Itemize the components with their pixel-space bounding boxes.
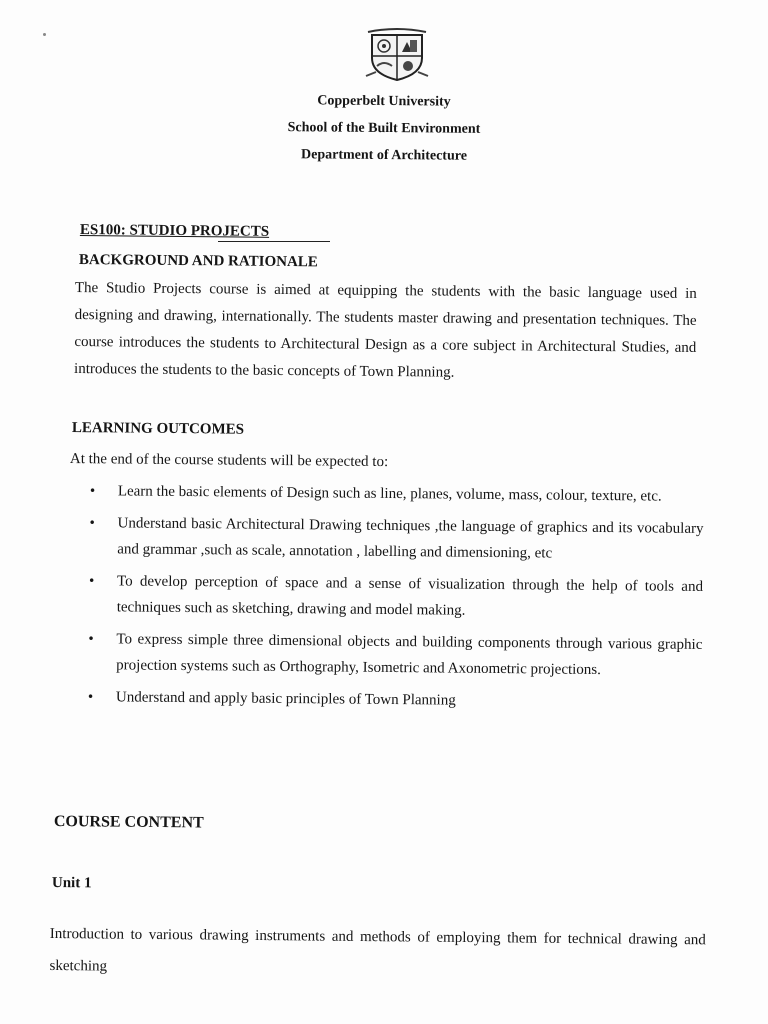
- bullet-icon: •: [88, 573, 95, 590]
- list-item: [78, 684, 702, 716]
- list-item-text: Understand basic Architectural Drawing techniques ,the language of graphics and its vocabulary and grammar ,such as scale, annotation , labelling and dimensioning, etc: [117, 515, 704, 562]
- bullet-icon: •: [89, 483, 96, 500]
- list-item-text: Learn the basic elements of Design such as line, planes, volume, mass, colour, texture, etc.: [117, 483, 662, 505]
- university-name: Copperbelt University: [317, 93, 451, 110]
- university-crest-icon: [362, 26, 432, 82]
- background-paragraph: The Studio Projects course is aimed at equipping the students with the basic language used in designing and drawing, internationally. The students master drawing and presentation techniques. The course introduces the students to Architectural Design as a core subject in Architectural Studies, and introduces the students to the basic concepts of Town Planning.: [74, 279, 697, 381]
- list-item: [79, 568, 703, 626]
- school-name: School of the Built Environment: [287, 120, 481, 137]
- learning-outcomes-intro: At the end of the course students will be expected to:: [69, 451, 389, 471]
- list-item: [80, 478, 704, 510]
- list-item-text: To develop perception of space and a sense of visualization through the help of tools and techniques such as sketching, drawing and model making.: [116, 573, 704, 619]
- list-item: [78, 626, 702, 684]
- course-code-title: ES100: STUDIO PROJECTS: [79, 222, 270, 240]
- scan-speck: [43, 33, 46, 36]
- bullet-icon: •: [88, 631, 94, 648]
- course-content-heading: COURSE CONTENT: [53, 813, 204, 832]
- background-heading: BACKGROUND AND RATIONALE: [78, 252, 318, 271]
- learning-outcomes-list: [78, 478, 704, 722]
- unit-heading: Unit 1: [51, 875, 92, 892]
- learning-outcomes-heading: LEARNING OUTCOMES: [71, 420, 245, 438]
- list-item-text: Understand and apply basic principles of Town Planning: [115, 689, 456, 709]
- bullet-icon: •: [89, 515, 95, 532]
- bullet-icon: •: [87, 689, 94, 706]
- list-item-text: To express simple three dimensional objects and building components through various graphic projection systems such as Orthography, Isometric and Axonometric projections.: [116, 631, 703, 679]
- department-name: Department of Architecture: [301, 147, 468, 164]
- unit-description: Introduction to various drawing instruments and methods of employing them for technical drawing and sketching: [49, 925, 706, 975]
- list-item: [79, 510, 703, 568]
- course-code-underline: [218, 241, 330, 242]
